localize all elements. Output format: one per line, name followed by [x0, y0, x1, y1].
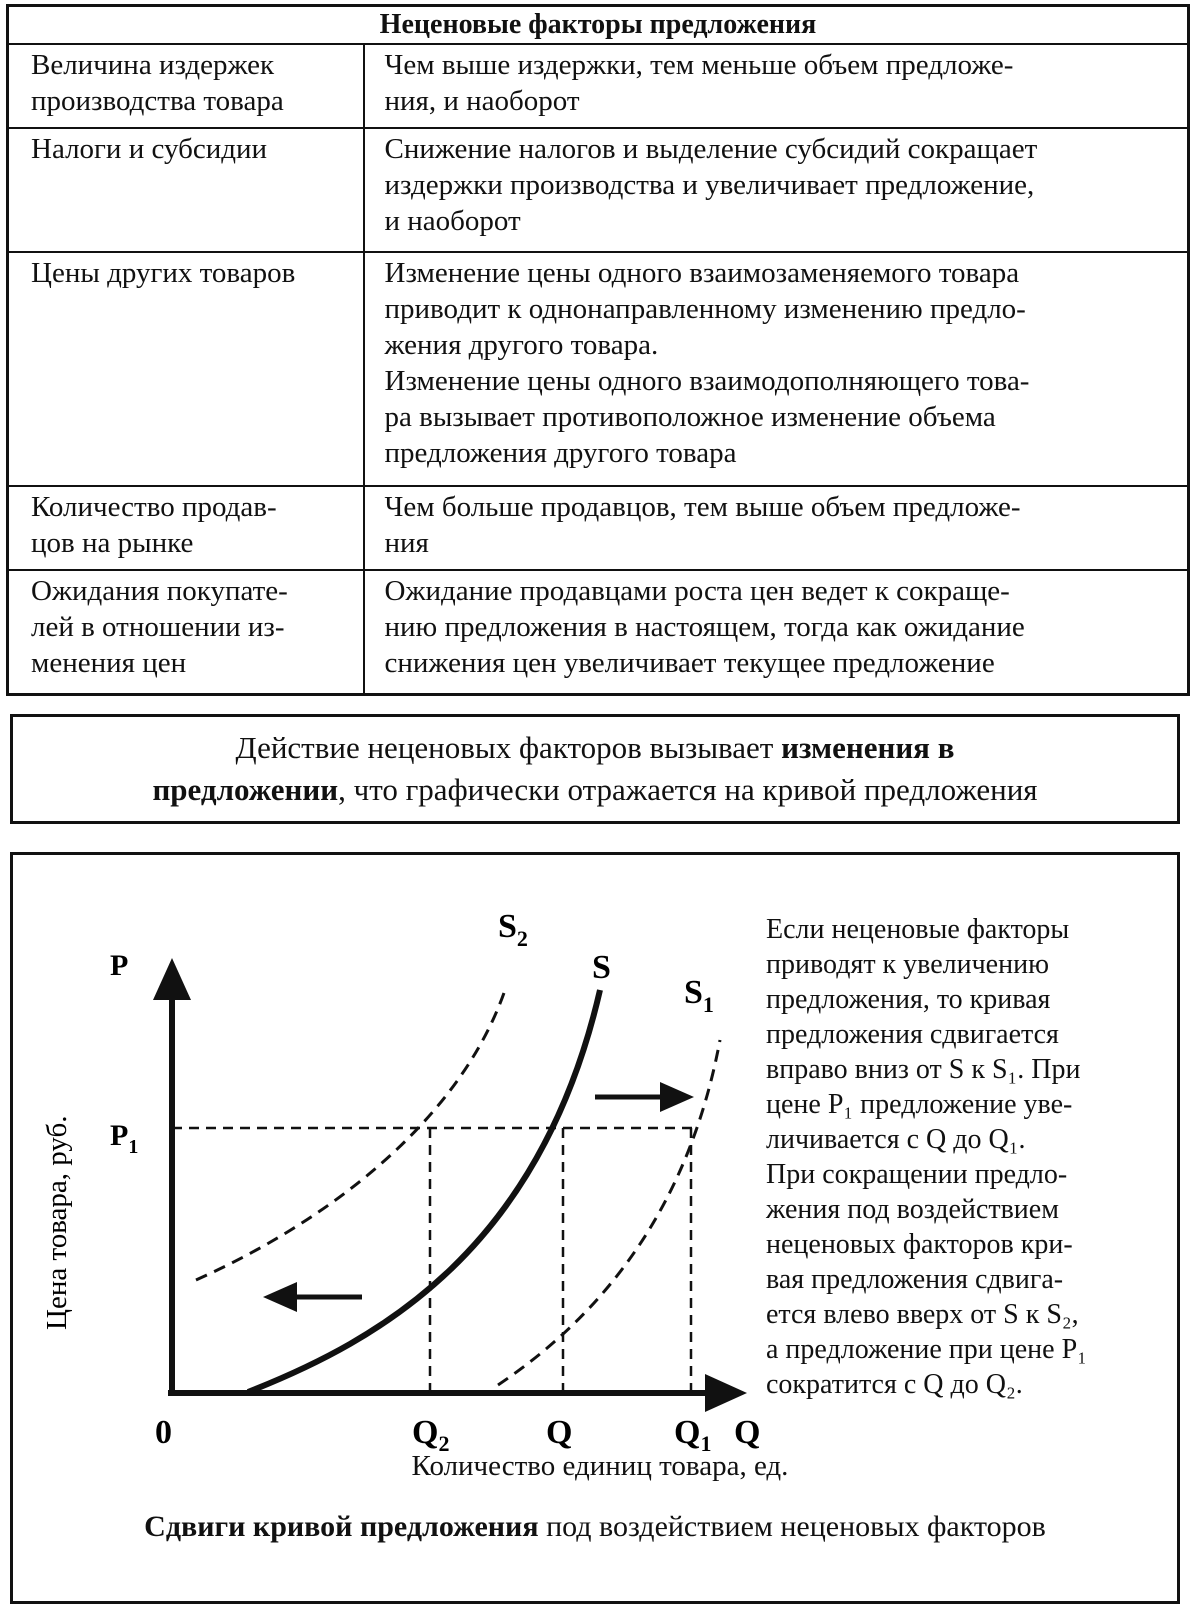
note-line: предложения сдвигается — [766, 1019, 1059, 1050]
factor-line: производства товара — [31, 85, 284, 117]
shift-right-arrow-icon — [660, 1082, 694, 1112]
effect-line: ния, и наоборот — [384, 85, 580, 117]
note-line: а предложение при цене P₁ — [766, 1334, 1087, 1365]
effect-line: нию предложения в настоящем, тогда как ожидание — [384, 611, 1025, 643]
effect-line: жения другого товара. — [384, 329, 659, 361]
note-line: личивается с Q до Q₁. — [766, 1124, 1026, 1155]
effect-line: и наоборот — [384, 205, 521, 237]
effect-line: ра вызывает противоположное изменение объема — [384, 401, 996, 433]
effect-line: издержки производства и увеличивает предложение, — [384, 169, 1035, 201]
effect-line: приводит к однонаправленному изменению предло- — [384, 293, 1026, 325]
y-axis-arrow-icon — [153, 958, 191, 1000]
supply-curve-s — [248, 990, 600, 1392]
effect-line: Чем больше продавцов, тем выше объем предложе- — [384, 491, 1021, 523]
statement-text: , что графически отражается на кривой предложения — [338, 772, 1038, 807]
x-axis-arrow-icon — [705, 1374, 747, 1412]
factor-line: Величина издержек — [31, 49, 275, 81]
effect-line: ния — [384, 527, 429, 559]
effect-line: Изменение цены одного взаимодополняющего това- — [384, 365, 1030, 397]
tick-q2: $Q_2$ — [412, 1414, 450, 1456]
effect-line: Снижение налогов и выделение субсидий сокращает — [384, 133, 1038, 165]
label-p1: $P_1$ — [110, 1119, 139, 1158]
note-line: вправо вниз от S к S₁. При — [766, 1054, 1081, 1085]
x-axis-title: Количество единиц товара, ед. — [411, 1450, 789, 1482]
note-line: жения под воздействием — [766, 1194, 1059, 1225]
factor-line: цов на рынке — [31, 527, 194, 559]
factor-line: Ожидания покупате- — [31, 575, 288, 607]
supply-curve-s1 — [498, 1040, 720, 1385]
table-title: Неценовые факторы предложения — [8, 6, 1189, 45]
note-line: приводят к увеличению — [766, 949, 1049, 980]
statement-bold: предложении — [152, 772, 339, 807]
label-s: S — [592, 949, 611, 986]
axis-label-q: Q — [734, 1414, 761, 1451]
factor-line: Цены других товаров — [31, 257, 296, 289]
effect-line: Чем выше издержки, тем меньше объем предложе- — [384, 49, 1014, 81]
axis-label-p: P — [110, 949, 129, 982]
figure-caption — [10, 1510, 1180, 1544]
note-line: ется влево вверх от S к S₂, — [766, 1299, 1079, 1330]
explanation-text — [766, 912, 1186, 1402]
caption-bold: Сдвиги кривой предложения — [144, 1510, 539, 1543]
statement-text: Действие неценовых факторов вызывает — [235, 730, 782, 765]
note-line: цене P₁ предложение уве- — [766, 1089, 1073, 1120]
note-line: Если неценовые факторы — [766, 914, 1070, 945]
note-line: неценовых факторов кри- — [766, 1229, 1073, 1260]
factor-line: лей в отношении из- — [31, 611, 285, 643]
shift-left-arrow-icon — [263, 1282, 297, 1312]
caption-text: под воздействием неценовых факторов — [538, 1510, 1046, 1543]
statement-bold: изменения в — [781, 730, 955, 765]
supply-curve-s2 — [196, 990, 505, 1280]
effect-line: Ожидание продавцами роста цен ведет к сокраще- — [384, 575, 1010, 607]
label-s1: $S_1$ — [684, 974, 714, 1017]
y-axis-title: Цена товара, руб. — [41, 1115, 73, 1330]
note-line: вая предложения сдвига- — [766, 1264, 1064, 1295]
label-origin: 0 — [155, 1414, 172, 1451]
effect-line: предложения другого товара — [384, 437, 737, 469]
factor-line: Количество продав- — [31, 491, 277, 523]
note-line: сократится с Q до Q₂. — [766, 1369, 1023, 1400]
factor-line: менения цен — [31, 647, 187, 679]
factor-line: Налоги и субсидии — [31, 133, 268, 165]
tick-q1: $Q_1$ — [674, 1414, 712, 1456]
tick-q: Q — [546, 1414, 573, 1451]
effect-line: Изменение цены одного взаимозаменяемого товара — [384, 257, 1020, 289]
note-line: предложения, то кривая — [766, 984, 1051, 1015]
label-s2: $S_2$ — [498, 908, 528, 951]
effect-line: снижения цен увеличивает текущее предложение — [384, 647, 995, 679]
note-line: При сокращении предло- — [766, 1159, 1068, 1190]
